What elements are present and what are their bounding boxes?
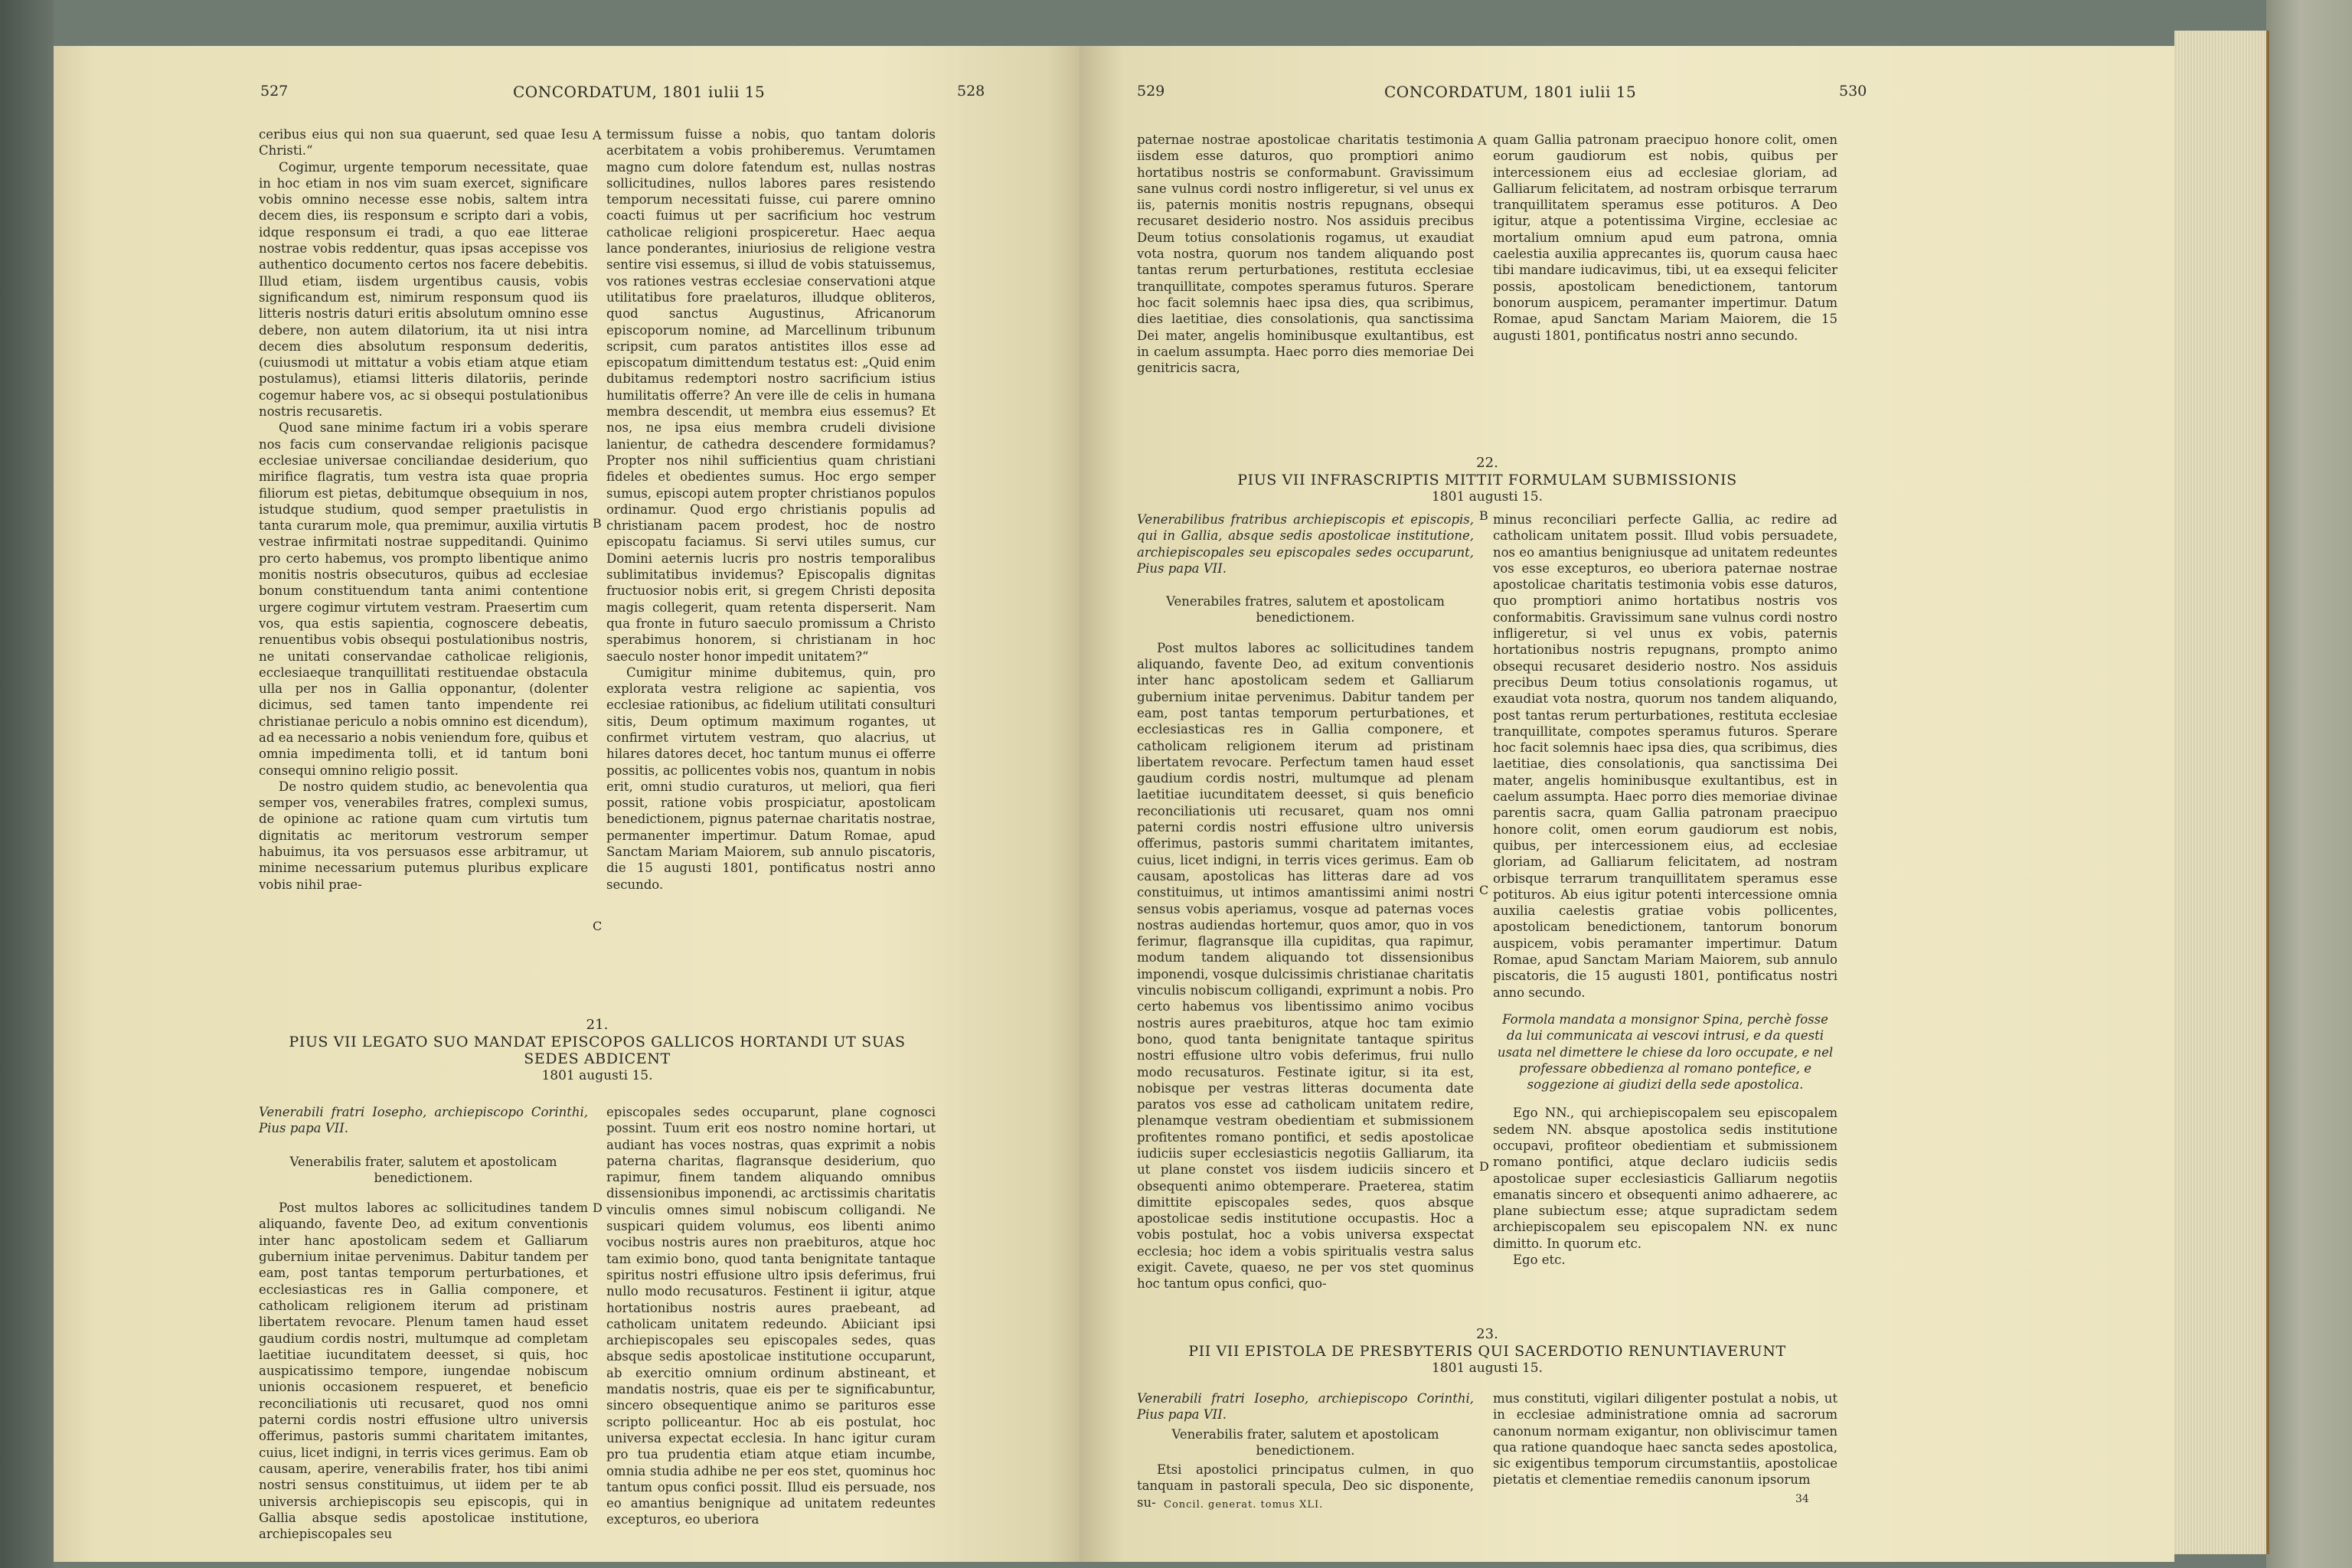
gathering-signature: 34 — [1795, 1493, 1809, 1505]
page-number-528: 528 — [957, 83, 985, 100]
footer-volume-signature: Concil. generat. tomus XLI. — [1164, 1499, 1324, 1511]
italian-note: Formola mandata a monsignor Spina, perchè fosse da lui communicata ai vescovi intrusi, e da questi usata nel dimettere le chiese da loro occupate, e nel professare obbedienza al romano pontefice, e soggezione ai giudizi della sede apostolica. — [1497, 1011, 1834, 1093]
paragraph: mus constituti, vigilari diligenter postulat a nobis, ut in ecclesiae administratione omnia ad sacrorum canonum normam exigantur, non obliviscimur tamen qua ratione quandoque haec sancta sedes apostolica, sic exigentibus temporum circumstantiis, apostolicae pietatis et clementiae remediis canonum ipsorum — [1493, 1391, 1838, 1488]
paragraph: Ego NN., qui archiepiscopalem seu episcopalem sedem NN. absque apostolica sedis institutione occupavi, profiteor obedientiam et submissionem romano pontifici, atque declaro iudiciis sedis apostolicae super ecclesiasticis Galliarum negotiis emanatis sincero et obsequenti animo adhaerere, ac plane subiectum esse; atque supradictam sedem archiepiscopalem seu episcopalem NN. ex nunc dimitto. In quorum etc. — [1493, 1106, 1838, 1251]
section-number: 23. — [1476, 1326, 1498, 1342]
column-530-lower — [1493, 511, 1838, 1268]
paragraph: Cogimur, urgente temporum necessitate, quae in hoc etiam in nos vim suam exercet, significare vobis omnino necesse esse nobis, saltem intra decem dies, iis responsum e scripto dari a vobis, idque responsum ei tradi, a quo eae litterae nostrae vobis reddentur, quas ipsas accepisse vos authentico documento certos nos facere debebitis. Illud etiam, iisdem urgentibus causis, vobis significandum est, nimirum responsum quod iis litteris nostris daturi eritis absolutum omnino esse debere, non autem dilatorium, ita ut nisi intra decem dies absolutum responsum dederitis, (cuiusmodi ut mittatur a vobis etiam atque etiam postulamus), etiamsi litteris dilatoriis, perinde cogemur habere vos, ac si obsequi postulationibus nostris recusaretis. — [259, 159, 588, 420]
column-530-bottom — [1493, 1390, 1838, 1488]
column-529-upper — [1137, 132, 1474, 376]
margin-mark-d: D — [1479, 1159, 1489, 1174]
margin-mark-b: B — [1479, 508, 1488, 523]
paragraph: Quod sane minime factum iri a vobis sperare nos facis cum conservandae religionis pacisque ecclesiae universae conciliandae desiderium, quo mirifice flagratis, tum vestra ista quae propria filiorum est pietas, debitumque obsequium in nos, istudque studium, quod semper praetulistis in tanta curarum mole, qua premimur, auxilia virtutis vestrae infirmitati nostrae suppeditandi. Quinimo pro certo habemus, vos prompto libentique animo monitis nostris obsecuturos, quibus ad ecclesiae bonum constituendum tanta animi contentione urgere cogimur virtutem vestram. Praesertim cum vos, qua estis sapientia, cognoscere debeatis, renuentibus vobis obsequi postulationibus nostris, ne unitati conservandae catholicae religionis, ecclesiaeque tranquillitati restituendae obstacula ulla per nos in Gallia opponantur, (dolenter dicimus, sed tamen tanto impendente rei christianae periculo a nobis omnino est dicendum), ad ea necessario a nobis veniendum fore, quibus et omnia impedimenta tolli, et id tantum boni consequi omnino religio possit. — [259, 420, 588, 778]
right-running-head: CONCORDATUM, 1801 iulii 15 — [1384, 83, 1637, 101]
page-number-530: 530 — [1839, 83, 1867, 100]
paragraph: Etsi apostolici principatus culmen, in quo tanquam in pastorali specula, Deo sic disponente, su- — [1137, 1462, 1474, 1510]
paragraph: Cumigitur minime dubitemus, quin, pro explorata vestra religione ac sapientia, vos ecclesiae rationibus, ac fidelium utilitati consulturi sitis, Deum optimum maximum rogantes, ut confirmet virtutem vestram, quo alacrius, ut hilares datores decet, hoc tantum munus ei offerre possitis, ac pollicentes vobis nos, quantum in nobis erit, omni studio curaturos, ut meliori, qua fieri possit, ratione vobis prospiciatur, apostolicam benedictionem, pignus paternae charitatis nostrae, permanenter impertimur. Datum Romae, apud Sanctam Mariam Maiorem, sub annulo piscatoris, die 15 augusti 1801, pontificatus nostri anno secundo. — [606, 665, 936, 892]
paragraph: Post multos labores ac sollicitudines tandem aliquando, favente Deo, ad exitum conventionis inter hanc apostolicam sedem et Galliarum gubernium initae pervenimus. Dabitur tandem per eam, post tantas temporum perturbationes, et ecclesiasticas res in Gallia componere, et catholicam religionem iterum ad pristinam libertatem revocare. Plenum tamen haud esset gaudium cordis nostri, multumque ad completam laetitiae iucunditatem deesset, si quis, hoc auspicatissimo tempore, iungendae nobiscum unionis occasionem respueret, et beneficio reconciliationis uti recusaret, quod nos omni paterni cordis nostri effusione ultro universis offerimus, pastoris summi charitatem imitantes, cuius, licet indigni, in terris vices gerimus. Eam ob causam, aperire, venerabilis frater, hos tibi animi nostri sensus constituimus, ut iidem per te ab universis archiepiscopis seu episcopis, qui in Gallia absque sedis apostolicae institutione, archiepiscopales seu — [259, 1200, 588, 1542]
letter-salutation: Venerabiles fratres, salutem et apostolicam benedictionem. — [1166, 594, 1445, 626]
section-title: PII VII EPISTOLA DE PRESBYTERIS QUI SACERDOTIO RENUNTIAVERUNT — [1188, 1343, 1786, 1360]
paragraph: minus reconciliari perfecte Gallia, ac redire ad catholicam unitatem possit. Illud vobis persuadete, nos eo amantius benigniusque ad unitatem redeuntes vos esse excepturos, eo uberiora paternae nostrae apostolicae charitatis testimonia vobis esse daturos, quo promptiori animo hortatibus nostris vos conformabitis. Gravissimum sane vulnus cordi nostro infligeretur, si vel unus ex vobis, paternis hortationibus nostris repugnans, prompto animo obsequi recusaret desiderio nostro. Nos assiduis precibus Deum totius consolationis rogamus, ut exaudiat vota nostra, quorum nos tandem aliquando, post tantas rerum perturbationes, restituta ecclesiae tranquillitate, compotes speramus futuros. Sperare hoc facit solemnis haec ipsa dies, qua scribimus, dies laetitiae, dies consolationis, qua sanctissima Dei mater, angelis hominibusque exultantibus, est in caelum assumpta. Haec porro dies memoriae divinae parentis sacra, quam Gallia patronam praecipuo honore colit, omen eorum gaudiorum est nobis, quibus, per intercessionem eius, ad ecclesiae gloriam, ad Galliarum felicitatem, ad nostram orbisque terrarum tranquillitatem speramus esse potituros. Ab eius igitur potenti intercessione omnia auxilia caelestis gratiae vobis pollicentes, apostolicam benedictionem, tantorum bonorum auspicem, vobis peramanter impertimur. Datum Romae, apud Sanctam Mariam Maiorem, sub annulo piscatoris, die 15 augusti 1801, pontificatus nostri anno secundo. — [1493, 512, 1838, 1000]
page-edges — [2174, 31, 2269, 1554]
letter-address: Venerabili fratri Iosepho, archiepiscopo Corinthi, Pius papa VII. — [1137, 1391, 1474, 1423]
desk-background-left — [0, 0, 54, 1568]
margin-mark-a: A — [593, 128, 602, 142]
section-number: 22. — [1476, 455, 1498, 471]
column-528-lower — [606, 1104, 936, 1528]
column-530-upper — [1493, 132, 1838, 344]
desk-background-right — [2266, 0, 2352, 1568]
letter-salutation: Venerabilis frater, salutem et apostolicam benedictionem. — [289, 1154, 557, 1185]
margin-mark-d: D — [593, 1200, 603, 1215]
paragraph: ceribus eius qui non sua quaerunt, sed quae Iesu Christi.“ — [259, 127, 588, 158]
section-title-continued: SEDES ABDICENT — [524, 1050, 671, 1067]
paragraph: Ego etc. — [1513, 1253, 1566, 1268]
section-23-heading — [1137, 1326, 1838, 1377]
letter-address: Venerabili fratri Iosepho, archiepiscopo Corinthi, Pius papa VII. — [259, 1105, 588, 1136]
margin-mark-c: C — [593, 919, 603, 933]
section-date: 1801 augusti 15. — [541, 1068, 653, 1083]
column-529-lower — [1137, 511, 1474, 1292]
column-527-lower — [259, 1104, 588, 1542]
left-page — [54, 46, 1080, 1562]
page-number-527: 527 — [260, 83, 289, 100]
column-527-upper — [259, 126, 588, 893]
paragraph: paternae nostrae apostolicae charitatis testimonia iisdem esse daturos, quo promptiori animo hortatibus nostris se conformabunt. Gravissimum sane vulnus cordi nostro infligeretur, si vel unus ex iis, paternis monitis nostris repugnans, obsequi recusaret desiderio nostro. Nos assiduis precibus Deum totius consolationis rogamus, ut exaudiat vota nostra, quorum nos tandem aliquando post tantas rerum perturbationes, restituta ecclesiae tranquillitate, compotes speramus futuros. Sperare hoc facit solemnis haec ipsa dies, qua scribimus, dies laetitiae, dies consolationis, qua sanctissima Dei mater, angelis hominibusque exultantibus, est in caelum assumpta. Haec porro dies memoriae Dei genitricis sacra, — [1137, 132, 1474, 376]
paragraph: De nostro quidem studio, ac benevolentia qua semper vos, venerabiles fratres, complexi sumus, de opinione ac ratione quam cum virtutis tum dignitatis ac meritorum vestrorum semper habuimus, ita vos persuasos esse arbitramur, ut minime necessarium putemus pluribus explicare vobis nihil prae- — [259, 779, 588, 892]
section-number: 21. — [586, 1017, 609, 1033]
margin-mark-a: A — [1478, 133, 1487, 148]
column-528-upper — [606, 126, 936, 893]
section-21-heading — [259, 1017, 936, 1084]
section-title: PIUS VII LEGATO SUO MANDAT EPISCOPOS GALLICOS HORTANDI UT SUAS — [289, 1034, 906, 1050]
letter-address: Venerabilibus fratribus archiepiscopis et episcopis, qui in Gallia, absque sedis apostolicae institutione, archiepiscopales seu episcopales sedes occuparunt, Pius papa VII. — [1137, 512, 1474, 576]
section-date: 1801 augusti 15. — [1431, 489, 1543, 505]
margin-mark-c: C — [1479, 883, 1489, 897]
paragraph: episcopales sedes occuparunt, plane cognosci possint. Tuum erit eos nostro nomine hortari, ut audiant has voces nostras, quas exprimit a nobis paterna charitas, flagransque desiderium, quo rapimur, finem tandem aliquando omnibus dissensionibus imponendi, ac arctissimis charitatis vinculis omnes simul nobiscum colligandi. Ne suspicari quidem volumus, eos libenti animo vocibus nostris aures non praebituros, atque hoc tam eximio bono, quod tanta benignitate tantaque spiritus nostri effusione ultro ipsis deferimus, frui nullo modo recusaturos. Festinent ii igitur, atque hortationibus nostris aures praebeant, ad catholicam unitatem redeundo. Abiiciant ipsi archiepiscopales seu episcopales sedes, quas absque sedis apostolicae institutione occuparunt, ab exercitio omnium ordinum abstineant, et mandatis nostris, quae eis per te significabuntur, sincero obsequentique animo se parituros esse scripto polliceantur. Hoc ab eis postulat, hoc universa expectat ecclesia. In hanc igitur curam pro tua prudentia etiam atque etiam incumbe, omnia studia adhibe ne per eos stet, quominus hoc tantum opus confici possit. Illud eis persuade, nos eo amantius benignique ad unitatem redeuntes excepturos, eo uberiora — [606, 1105, 936, 1527]
paragraph: termissum fuisse a nobis, quo tantam doloris acerbitatem a vobis prohiberemus. Verumtamen magno cum dolore fatendum est, nullas nostras sollicitudines, nullos labores pares resistendo temporum necessitati fuisse, cui parere omnino coacti fuimus ut per sacrificium hoc vestrum catholicae religioni prospiceretur. Haec aequa lance ponderantes, iniuriosius de religione vestra sentire visi essemus, si illud de vobis statuissemus, vos rationes vestras ecclesiae conservationi atque utilitatibus fore praelaturos, illudque obliteros, quod sanctus Augustinus, Africanorum episcoporum nomine, ad Marcellinum tribunum scripsit, cum paratos antistites illos esse ad episcopatum dimittendum testatus est: „Quid enim dubitamus redemptori nostro sacrificium istius humilitatis offerre? An vere ille de celis in humana membra descendit, ut membra eius essemus? Et nos, ne ipsa eius membra crudeli divisione lanientur, de cathedra descendere formidamus? Propter nos nihil sufficientius quam christiani fideles et obedientes sumus. Hoc ergo semper sumus, episcopi autem propter christianos populos ordinamur. Quod ergo christianis populis ad christianam pacem prodest, hoc de nostro episcopatu faciamus. Si servi utiles sumus, cur Domini aeternis lucris pro nostris temporalibus sublimitatibus invidemus? Episcopalis dignitas fructuosior nobis erit, si gregem Christi deposita magis collegerit, quam retenta disperserit. Nam qua fronte in futuro saeculo promissum a Christo sperabimus honorem, si christianam in hoc saeculo noster honor impedit unitatem?“ — [606, 127, 936, 664]
section-22-heading — [1137, 455, 1838, 505]
section-date: 1801 augusti 15. — [1431, 1361, 1543, 1376]
section-title: PIUS VII INFRASCRIPTIS MITTIT FORMULAM SUBMISSIONIS — [1237, 472, 1737, 488]
left-running-head: CONCORDATUM, 1801 iulii 15 — [513, 83, 766, 101]
page-number-529: 529 — [1137, 83, 1165, 100]
margin-mark-b: B — [593, 516, 602, 531]
paragraph: quam Gallia patronam praecipuo honore colit, omen eorum gaudiorum est nobis, quibus per intercessionem eius ad ecclesiae gloriam, ad Galliarum felicitatem, ad nostram orbisque terrarum tranquillitatem speramus esse potituros. A Deo igitur, atque a potentissima Virgine, ecclesiae ac mortalium omnium apud eum patrona, omnia caelestia auxilia apprecantes iis, quorum causa haec tibi mandare iudicavimus, tibi, ut ea exsequi feliciter possis, apostolicam benedictionem, tantorum bonorum auspicem, peramanter impertimur. Datum Romae, apud Sanctam Mariam Maiorem, die 15 augusti 1801, pontificatus nostri anno secundo. — [1493, 132, 1838, 343]
letter-salutation: Venerabilis frater, salutem et apostolicam benedictionem. — [1171, 1426, 1439, 1458]
right-page — [1080, 46, 2174, 1562]
column-529-bottom — [1137, 1390, 1474, 1511]
paragraph: Post multos labores ac sollicitudines tandem aliquando, favente Deo, ad exitum conventionis inter hanc apostolicam sedem et Galliarum gubernium initae pervenimus. Dabitur tandem per eam, post tantas temporum perturbationes, et ecclesiasticas res in Gallia componere, et catholicam religionem iterum ad pristinam libertatem revocare. Perfectum tamen haud esset gaudium cordis nostri, multumque ad plenam laetitiae iucunditatem deesset, si quis beneficio reconciliationis uti recusaret, quam nos omni paterni cordis nostri effusione ultro universis offerimus, pastoris summi charitatem imitantes, cuius, licet indigni, in terris vices gerimus. Eam ob causam, apostolicas has litteras dare ad vos constituimus, ut intimos amantissimi animi nostri sensus vobis aperiamus, vosque ad paternas voces nostras audiendas hortemur, quos amor, quo in vos ferimur, flagransque illa cupiditas, qua rapimur, modum tandem aliquando tot dissensionibus imponendi, vosque dulcissimis christianae charitatis vinculis nobiscum colligandi, exprimunt a nobis. Pro certo habemus vos libentissimo animo vocibus nostris aures praebituros, atque hoc tam eximio bono, quod tanta benignitate tantaque spiritus nostri effusione ultro vobis deferimus, frui nullo modo recusaturos. Festinate igitur, si ita est, nobisque per vestras litteras documenta date paratos vos esse ad catholicam unitatem redire, plenamque vestram obedientiam et submissionem profitentes romano pontifici, et sedis apostolicae iudiciis super ecclesiasticis negotiis Galliarum, ita ut plane constet vos iisdem iudiciis sincero et obsequenti animo obtemperare. Praeterea, statim dimittite episcopales sedes, quos absque apostolicae sedis institutione occupastis. Hoc a vobis postulat, hoc a vobis universa exspectat ecclesia; hoc idem a vobis spiritualis vestra salus exigit. Cavete, quaeso, ne per vos stet quominus hoc tantum opus confici, quo- — [1137, 640, 1474, 1292]
